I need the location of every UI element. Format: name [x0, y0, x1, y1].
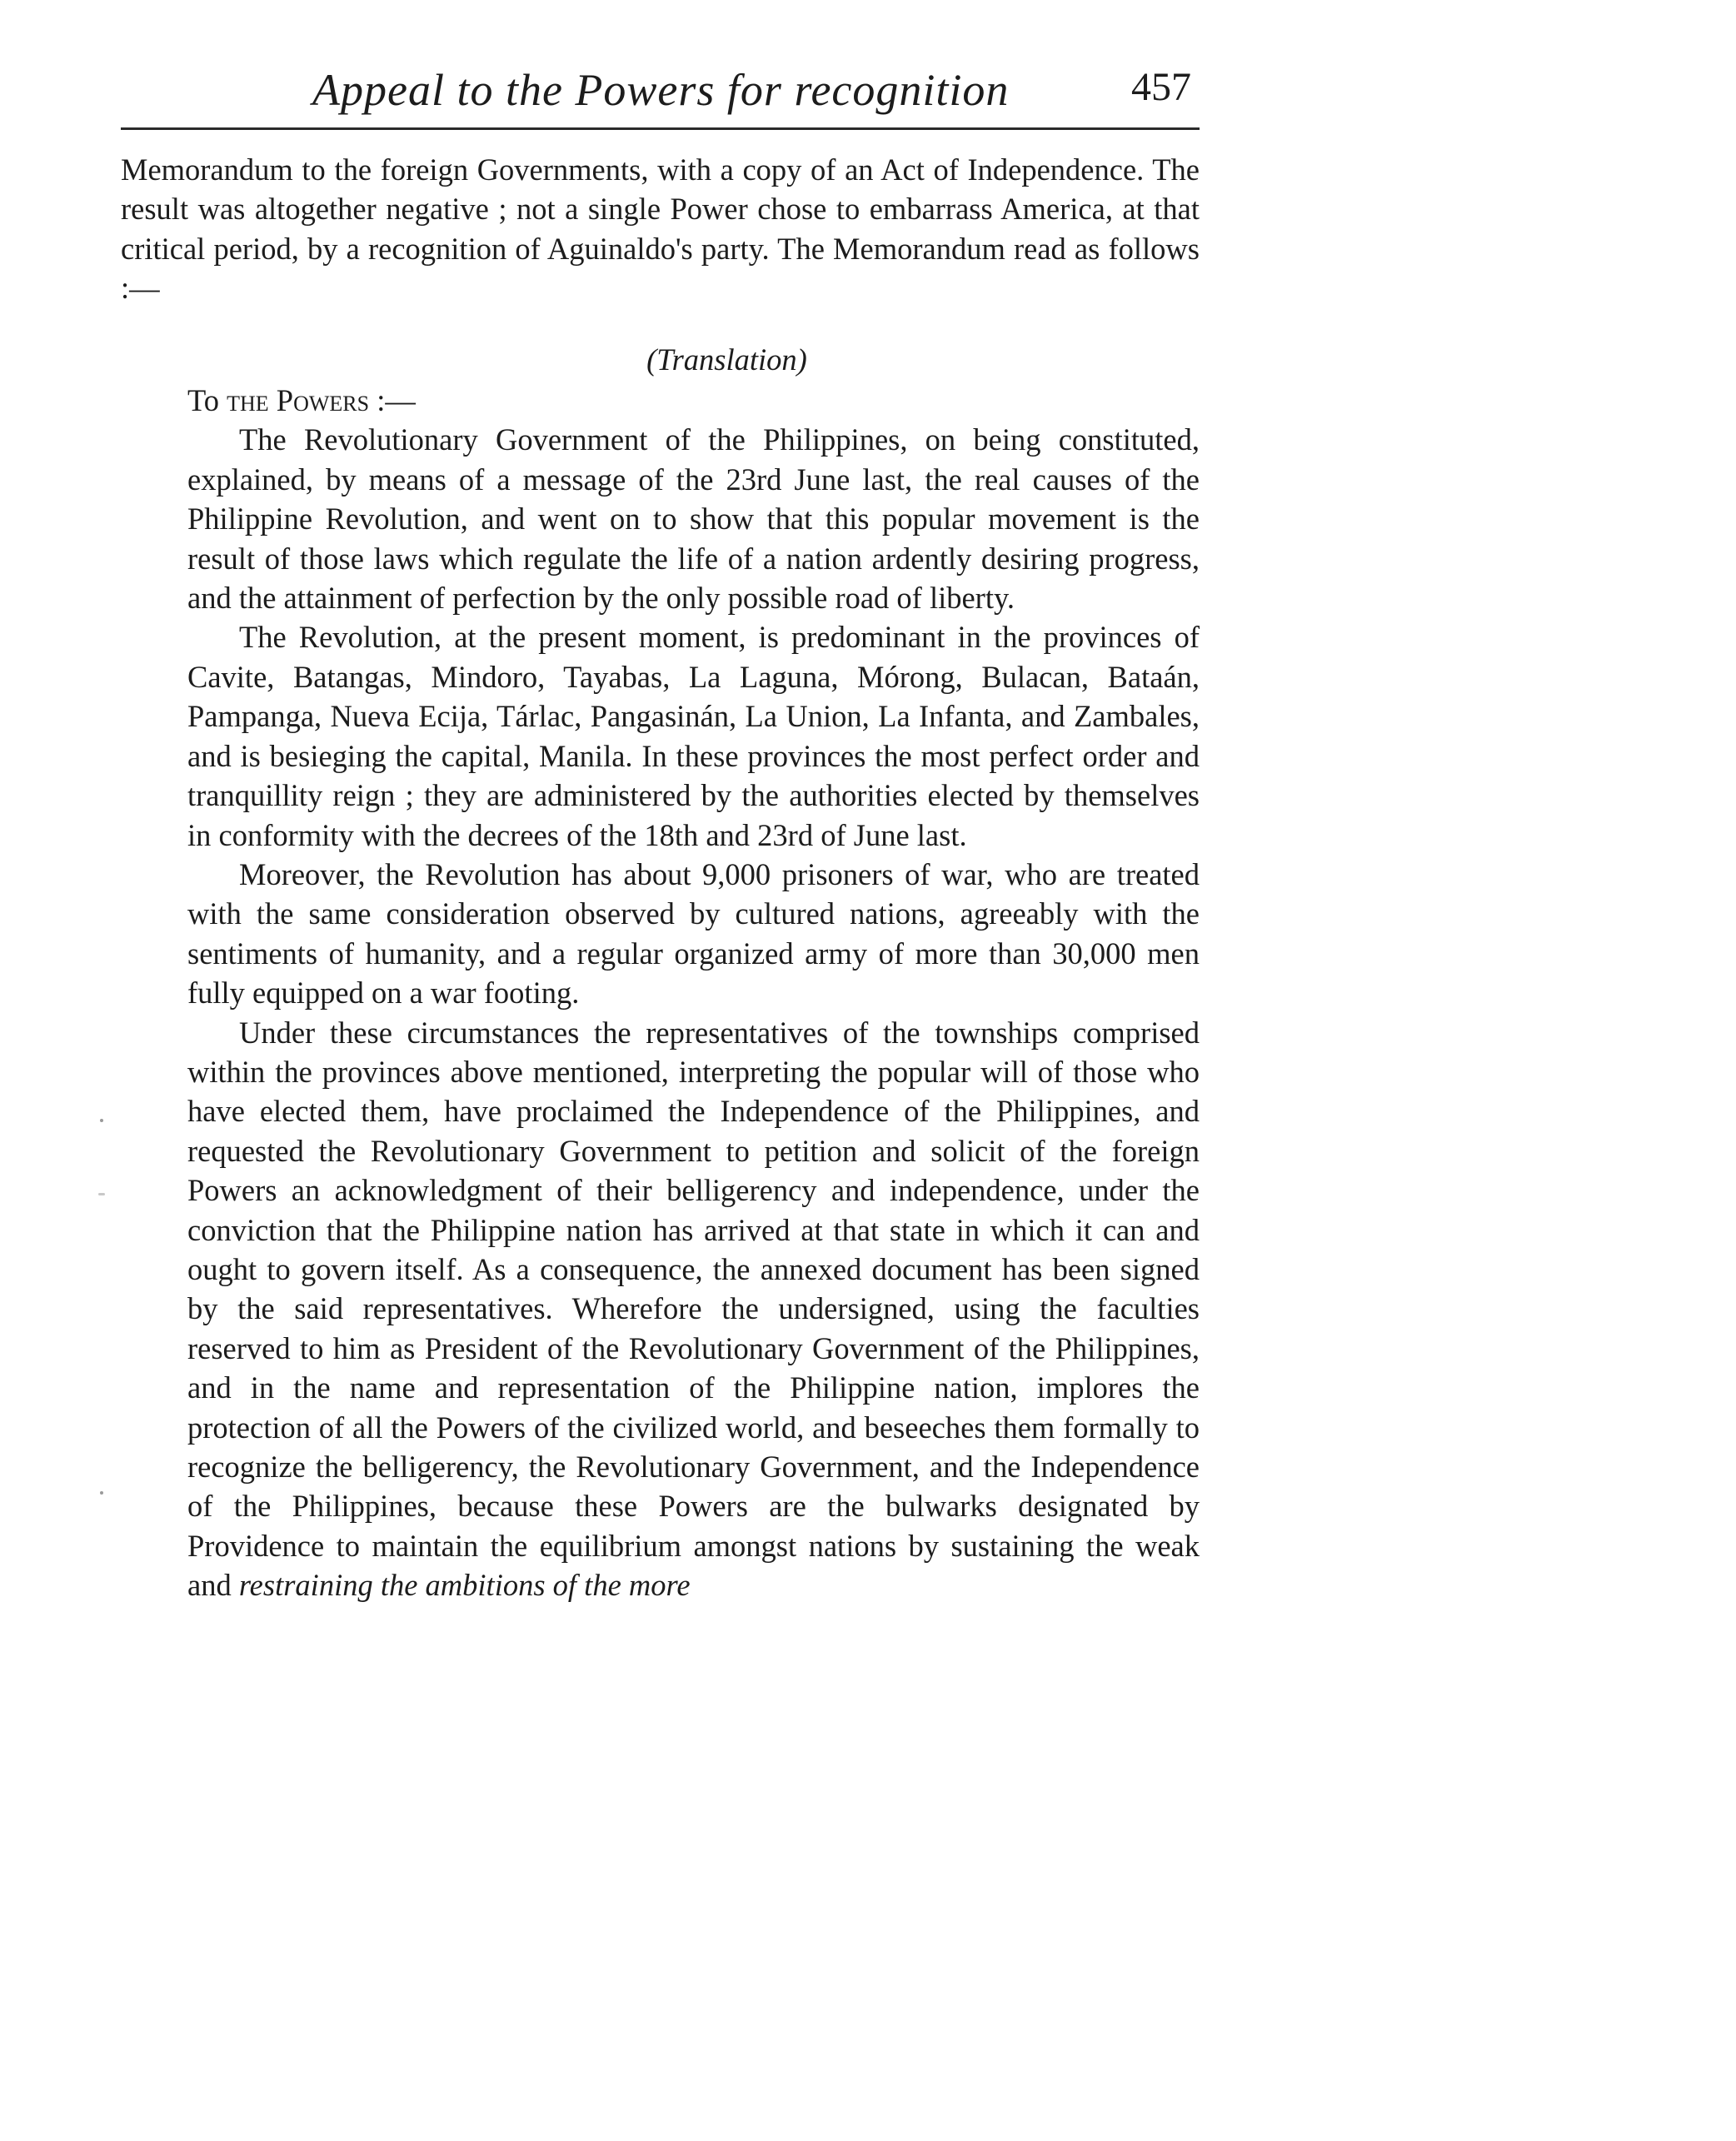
- addressee-prefix: To: [187, 383, 219, 418]
- header-rule: [121, 127, 1200, 130]
- translation-label: (Translation): [646, 342, 807, 377]
- memo-paragraph: Moreover, the Revolution has about 9,000 prisoners of war, who are treated with the same consideration observed by cultured nations, agreeably with the sentiments of humanity, and a regular organized army of more than 30,000 men fully equipped on a war footing.: [187, 856, 1200, 1011]
- intro-paragraph: Memorandum to the foreign Governments, with a copy of an Act of Independence. The result was altogether negative ; not a single Power chose to embarrass America, at that critical period, by a recognition of Aguinaldo's party. The Memorandum read as follows :—: [121, 152, 1200, 306]
- addressee-name: the Powers: [227, 383, 370, 418]
- last-paragraph-text: Under these circumstances the representatives of the townships comprised within the provinces above mentioned, interpreting the popular will of those who have elected them, have proclaimed the Independence of the Philippines, and requested the Revolutionary Government to petition and solicit of the foreign Powers an acknowledgment of their belligerency and independence, under the conviction that the Philippine nation has arrived at that state in which it can and ought to govern itself. As a consequence, the annexed document has been signed by the said representatives. Wherefore the undersigned, using the faculties reserved to him as President of the Revolutionary Government of the Philippines, and in the name and representation of the Philippine nation, implores the protection of all the Powers of the civilized world, and beseeches them formally to recognize the belligerency, the Revolutionary Government, and the Independence of the Philippines, because these Powers are the bulwarks designated by Providence to maintain the equilibrium amongst nations by sustaining the weak and: [187, 1015, 1200, 1603]
- memo-paragraph: The Revolution, at the present moment, is predominant in the provinces of Cavite, Batangas, Mindoro, Tayabas, La Laguna, Mórong, Bulacan, Bataán, Pampanga, Nueva Ecija, Tárlac, Pangasinán, La Union, La Infanta, and Zambales, and is besieging the capital, Manila. In these provinces the most perfect order and tranquillity reign ; they are administered by the authorities elected by themselves in conformity with the decrees of the 18th and 23rd of June last.: [187, 620, 1200, 852]
- last-paragraph-italic-text: restraining the ambitions of the more: [238, 1568, 691, 1603]
- running-title: Appeal to the Powers for recognition: [312, 65, 1010, 115]
- memo-paragraph: The Revolutionary Government of the Philippines, on being constituted, explained, by means of a message of the 23rd June last, the real causes of the Philippine Revolution, and went on to show that this popular movement is the result of those laws which regulate the life of a nation ardently desiring progress, and the attainment of perfection by the only possible road of liberty.: [187, 422, 1200, 616]
- memorandum: [187, 340, 1200, 1605]
- page-header: [121, 46, 1200, 129]
- margin-speck: [98, 1193, 105, 1195]
- memo-paragraph-last: [187, 1013, 1200, 1605]
- addressee-suffix: :—: [369, 383, 416, 418]
- body-text: [121, 150, 1200, 1605]
- margin-speck: [100, 1491, 103, 1495]
- addressee-line: [187, 381, 1200, 420]
- page-number: 457: [1131, 65, 1191, 109]
- margin-speck: [100, 1119, 103, 1122]
